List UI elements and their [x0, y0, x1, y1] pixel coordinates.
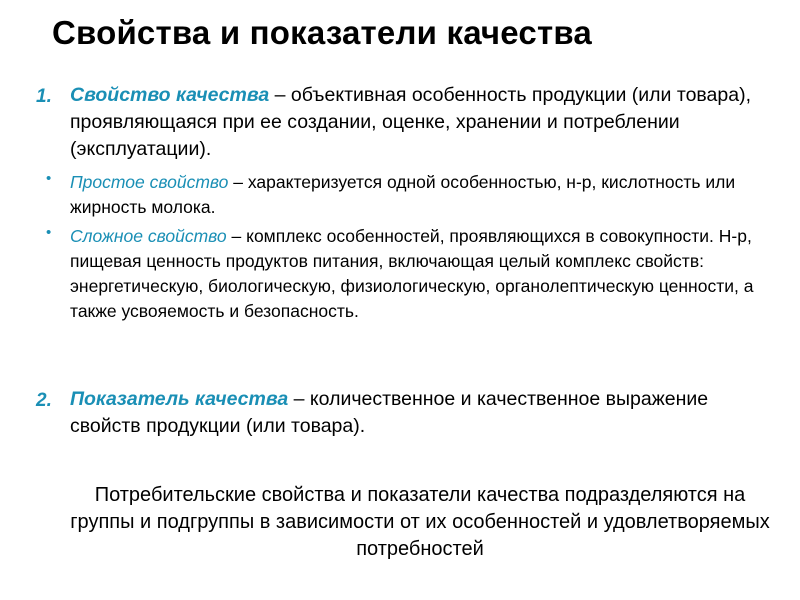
term-simple-property: Простое свойство: [70, 172, 229, 192]
definition-complex-property: [70, 224, 780, 324]
item-2-number: 2.: [36, 390, 52, 411]
definition-text: – объективная особенность продукции (или товара), проявляющаяся при ее создании, оценке, хранении и потреблении (эксплуатации).: [70, 84, 752, 160]
summary-paragraph: Потребительские свойства и показатели качества подразделяются на группы и подгруппы в зависимости от их особенностей и удовлетворяемых потребностей: [70, 484, 770, 560]
definition-text: – количественное и качественное выражение свойств продукции (или товара).: [70, 388, 709, 437]
term-complex-property: Сложное свойство: [70, 226, 227, 246]
definition-simple-property: [70, 170, 780, 220]
definition-property-of-quality: [70, 82, 780, 163]
term-property-of-quality: Свойство качества: [70, 84, 270, 106]
term-quality-indicator: Показатель качества: [70, 388, 289, 410]
definition-text: – характеризуется одной особенностью, н-р, кислотность или жирность молока.: [70, 172, 736, 217]
definition-text: – комплекс особенностей, проявляющихся в совокупности. Н-р, пищевая ценность продуктов питания, включающая целый комплекс свойств: энергетическую, биологическую, физиологическую, органолептическую ценности, а также усвояемость и безопасность.: [70, 226, 754, 321]
bullet-icon: •: [46, 224, 52, 241]
bullet-icon: •: [46, 170, 52, 187]
definition-quality-indicator: [70, 386, 780, 440]
slide-title: Свойства и показатели качества: [52, 14, 592, 51]
item-1-number: 1.: [36, 86, 52, 107]
